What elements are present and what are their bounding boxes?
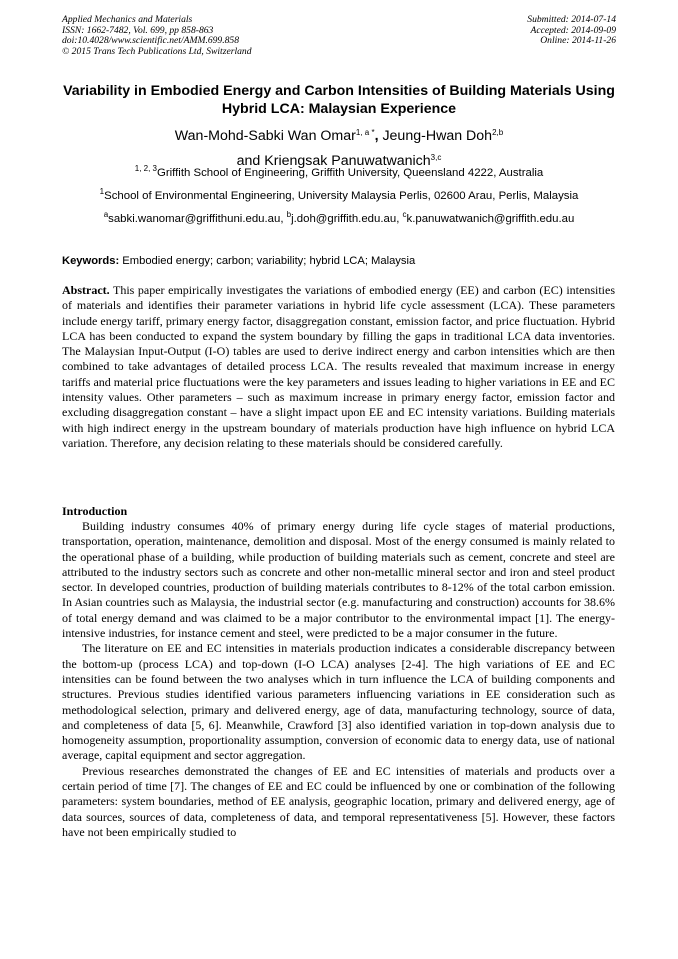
email-address[interactable]: sabki.wanomar@griffithuni.edu.au,: [108, 213, 287, 225]
affiliation-1: [40, 166, 638, 180]
keywords: [62, 254, 618, 268]
paper-title: Variability in Embodied Energy and Carbon Intensities of Building Materials Using Hybrid LCA: Malaysian Experience: [63, 83, 615, 117]
section-heading-introduction: Introduction: [62, 504, 128, 518]
paragraph: The literature on EE and EC intensities in materials production indicates a considerable discrepancy between the bottom-up (process LCA) and top-down (I-O LCA) analyses [2-4]. The high variations of EE and EC intensities can be found between the two analyses which in turn influence the LCA of building components and structures. Previous studies identified various parameters influencing variations in EE consideration such as methodological selection, primary and delivered energy, age of data, manufacturing technology, source of data, and completeness of data [5, 6]. Meanwhile, Crawford [3] also identified variation in top-down analysis due to homogeneity assumption, proportionality assumption, conversion of economic data to energy data, use of national average, capital equipment and sector aggregation.: [62, 641, 615, 763]
author-conjunction: and: [236, 153, 265, 169]
author-superscript: 2,b: [492, 128, 504, 137]
affiliation-text: Griffith School of Engineering, Griffith University, Queensland 4222, Australia: [157, 167, 544, 179]
copyright-line: © 2015 Trans Tech Publications Ltd, Switzerland: [62, 45, 252, 57]
affiliation-text: School of Environmental Engineering, University Malaysia Perlis, 02600 Arau, Perlis, Malaysia: [104, 190, 579, 202]
publication-info: [62, 15, 252, 57]
email-superscript: b: [286, 210, 292, 219]
email-address[interactable]: k.panuwatwanich@griffith.edu.au: [406, 213, 575, 225]
keywords-label: Keywords:: [62, 255, 120, 267]
author-name: Kriengsak Panuwatwanich: [264, 153, 431, 169]
affiliation-superscript: 1, 2, 3: [134, 164, 157, 173]
accepted-date: Accepted: 2014-09-09: [530, 24, 616, 36]
journal-name: Applied Mechanics and Materials: [62, 14, 193, 25]
abstract: [62, 283, 615, 451]
doi-line: doi:10.4028/www.scientific.net/AMM.699.858: [62, 35, 240, 46]
author-name: Wan-Mohd-Sabki Wan Omar: [174, 128, 356, 144]
author-superscript: 1, a *: [355, 128, 375, 137]
online-date: Online: 2014-11-26: [540, 35, 616, 46]
submitted-date: Submitted: 2014-07-14: [527, 14, 616, 25]
author-separator: ,: [374, 128, 383, 144]
email-superscript: a: [103, 210, 109, 219]
author-name: Jeung-Hwan Doh: [382, 128, 493, 144]
author-superscript: 3,c: [430, 153, 442, 162]
author-line-1: [40, 124, 638, 149]
abstract-label: Abstract.: [62, 283, 110, 297]
paragraph: Previous researches demonstrated the changes of EE and EC intensities of materials and products over a certain period of time [7]. The changes of EE and EC could be influenced by one or combination of the following parameters: system boundaries, method of EE analysis, geographic location, primary and delivered energy, age of data sources, sources of data, completeness of data, and temporal representativeness [5]. However, these factors have not been empirically studied to: [62, 763, 615, 839]
paragraph: Building industry consumes 40% of primary energy during life cycle stages of material productions, transportation, operation, maintenance, demolition and disposal. Most of the energy consumed is mainly related to the operational phase of a building, while production of building materials such as cement, concrete and steel are attributed to the industry sectors such as concrete and other non-metallic mineral sector and iron and steel product sector. In developed countries, production of building materials contributes to 8-12% of the total carbon emission. In Asian countries such as Malaysia, the industrial sector (e.g. manufacturing and construction) accounts for 38.6% of total energy demand and was claimed to be a major contributor to the environmental impact [1]. The energy-intensive industries, for instance cement and steel, were predicted to be a major consumer in the future.: [62, 519, 615, 641]
email-address[interactable]: j.doh@griffith.edu.au,: [291, 213, 403, 225]
keywords-text: Embodied energy; carbon; variability; hybrid LCA; Malaysia: [119, 255, 416, 267]
abstract-text: This paper empirically investigates the variations of embodied energy (EE) and carbon (EC) intensities of materials and identifies their parameter variations in hybrid life cycle assessment (LCA). These parameters include energy tariff, primary energy factor, disaggregation constant, emission factor, and price fluctuation. Hybrid LCA has been conducted to expand the system boundary by filling the gaps in traditional LCA data inventories. The Malaysian Input-Output (I-O) tables are used to derive indirect energy and carbon intensities which are then combined to take advantages of detailed process LCA. The results revealed that maximum increase in energy tariffs and material price fluctuations were the key parameters and issues leading to higher variations in EE and EC intensity values. Other parameters – such as maximum increase in primary energy factor, emission factor and excluding disaggregation constant – have a slight impact upon EE and EC intensity variations. Building materials with high indirect energy in the upstream boundary of materials production have high influence on hybrid LCA variation. Therefore, any decision relating to these materials should be considered carefully.: [62, 283, 615, 450]
introduction-body: [62, 519, 615, 840]
publication-dates: [527, 15, 616, 47]
email-list: [40, 212, 638, 226]
affiliation-2: [40, 189, 638, 203]
affiliation-superscript: 1: [99, 187, 105, 196]
issn-line: ISSN: 1662-7482, Vol. 699, pp 858-863: [62, 24, 214, 36]
email-superscript: c: [402, 210, 407, 219]
